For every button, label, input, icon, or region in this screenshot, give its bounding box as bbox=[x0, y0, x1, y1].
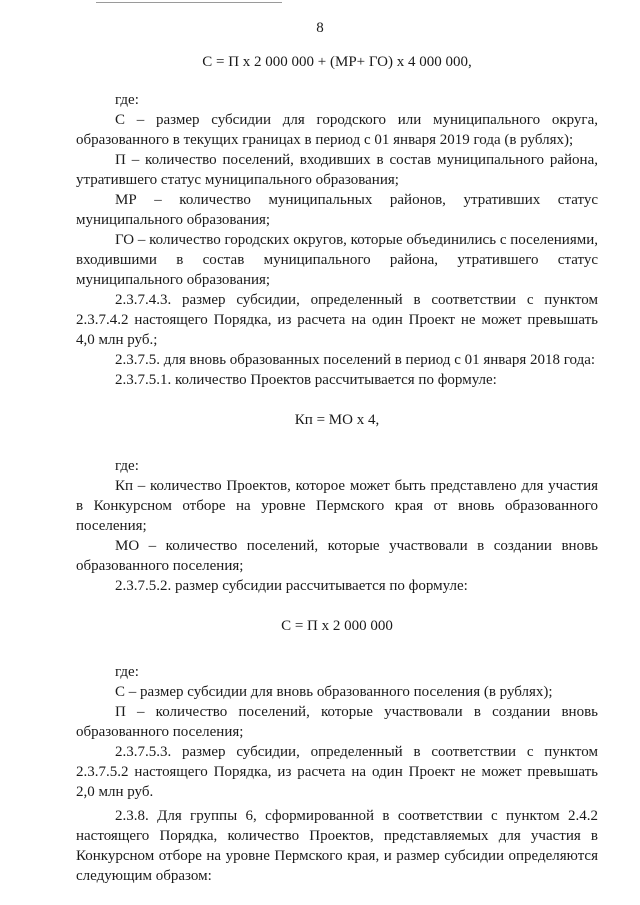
formula-subsidy-settlement: С = П х 2 000 000 bbox=[281, 618, 393, 634]
clause-2-3-7-5-2: 2.3.7.5.2. размер субсидии рассчитывается по формуле: bbox=[115, 578, 468, 594]
clause-2-3-7-4-3: 2.3.7.4.3. размер субсидии, определенный в соответствии с пунктом 2.3.7.4.2 настоящего Порядка, из расчета на один Проект не может превышать 4,0 млн руб.; bbox=[76, 292, 598, 348]
definition-kp: Кп – количество Проектов, которое может быть представлено для участия в Конкурсном отборе на уровне Пермского края от вновь образованного поселения; bbox=[76, 478, 598, 534]
definition-c: С – размер субсидии для вновь образованного поселения (в рублях); bbox=[115, 684, 553, 700]
formula-projects-count: Кп = МО х 4, bbox=[294, 412, 380, 428]
clause-2-3-7-5-3: 2.3.7.5.3. размер субсидии, определенный в соответствии с пунктом 2.3.7.5.2 настоящего Порядка, из расчета на один Проект не может превышать 2,0 млн руб. bbox=[76, 744, 598, 800]
page-number: 8 bbox=[316, 20, 324, 36]
clause-2-3-8: 2.3.8. Для группы 6, сформированной в соответствии с пунктом 2.4.2 настоящего Порядка, количество Проектов, представляемых для участия в Конкурсном отборе на уровне Пермского края, и размер субсидии определяются следующим образом: bbox=[76, 808, 598, 884]
definition-p: П – количество поселений, входивших в состав муниципального района, утратившего статус муниципального образования; bbox=[76, 152, 598, 188]
where-label: где: bbox=[115, 664, 139, 680]
definition-p: П – количество поселений, которые участвовали в создании вновь образованного поселения; bbox=[76, 704, 598, 740]
definition-mr: МР – количество муниципальных районов, утративших статус муниципального образования; bbox=[76, 192, 598, 228]
definition-mo: МО – количество поселений, которые участвовали в создании вновь образованного поселения; bbox=[76, 538, 598, 574]
where-label: где: bbox=[115, 458, 139, 474]
clause-2-3-7-5: 2.3.7.5. для вновь образованных поселений в период с 01 января 2018 года: bbox=[115, 352, 596, 368]
top-rule bbox=[96, 2, 282, 3]
document-body bbox=[76, 52, 598, 886]
clause-2-3-7-5-1: 2.3.7.5.1. количество Проектов рассчитывается по формуле: bbox=[115, 372, 497, 388]
definition-c: С – размер субсидии для городского или муниципального округа, образованного в текущих границах в период с 01 января 2019 года (в рублях); bbox=[76, 112, 598, 148]
definition-go: ГО – количество городских округов, которые объединились с поселениями, входившими в состав муниципального района, утратившего статус муниципального образования; bbox=[76, 232, 598, 288]
where-label: где: bbox=[115, 92, 139, 108]
formula-subsidy-okrug: С = П х 2 000 000 + (МР+ ГО) х 4 000 000, bbox=[202, 54, 472, 70]
